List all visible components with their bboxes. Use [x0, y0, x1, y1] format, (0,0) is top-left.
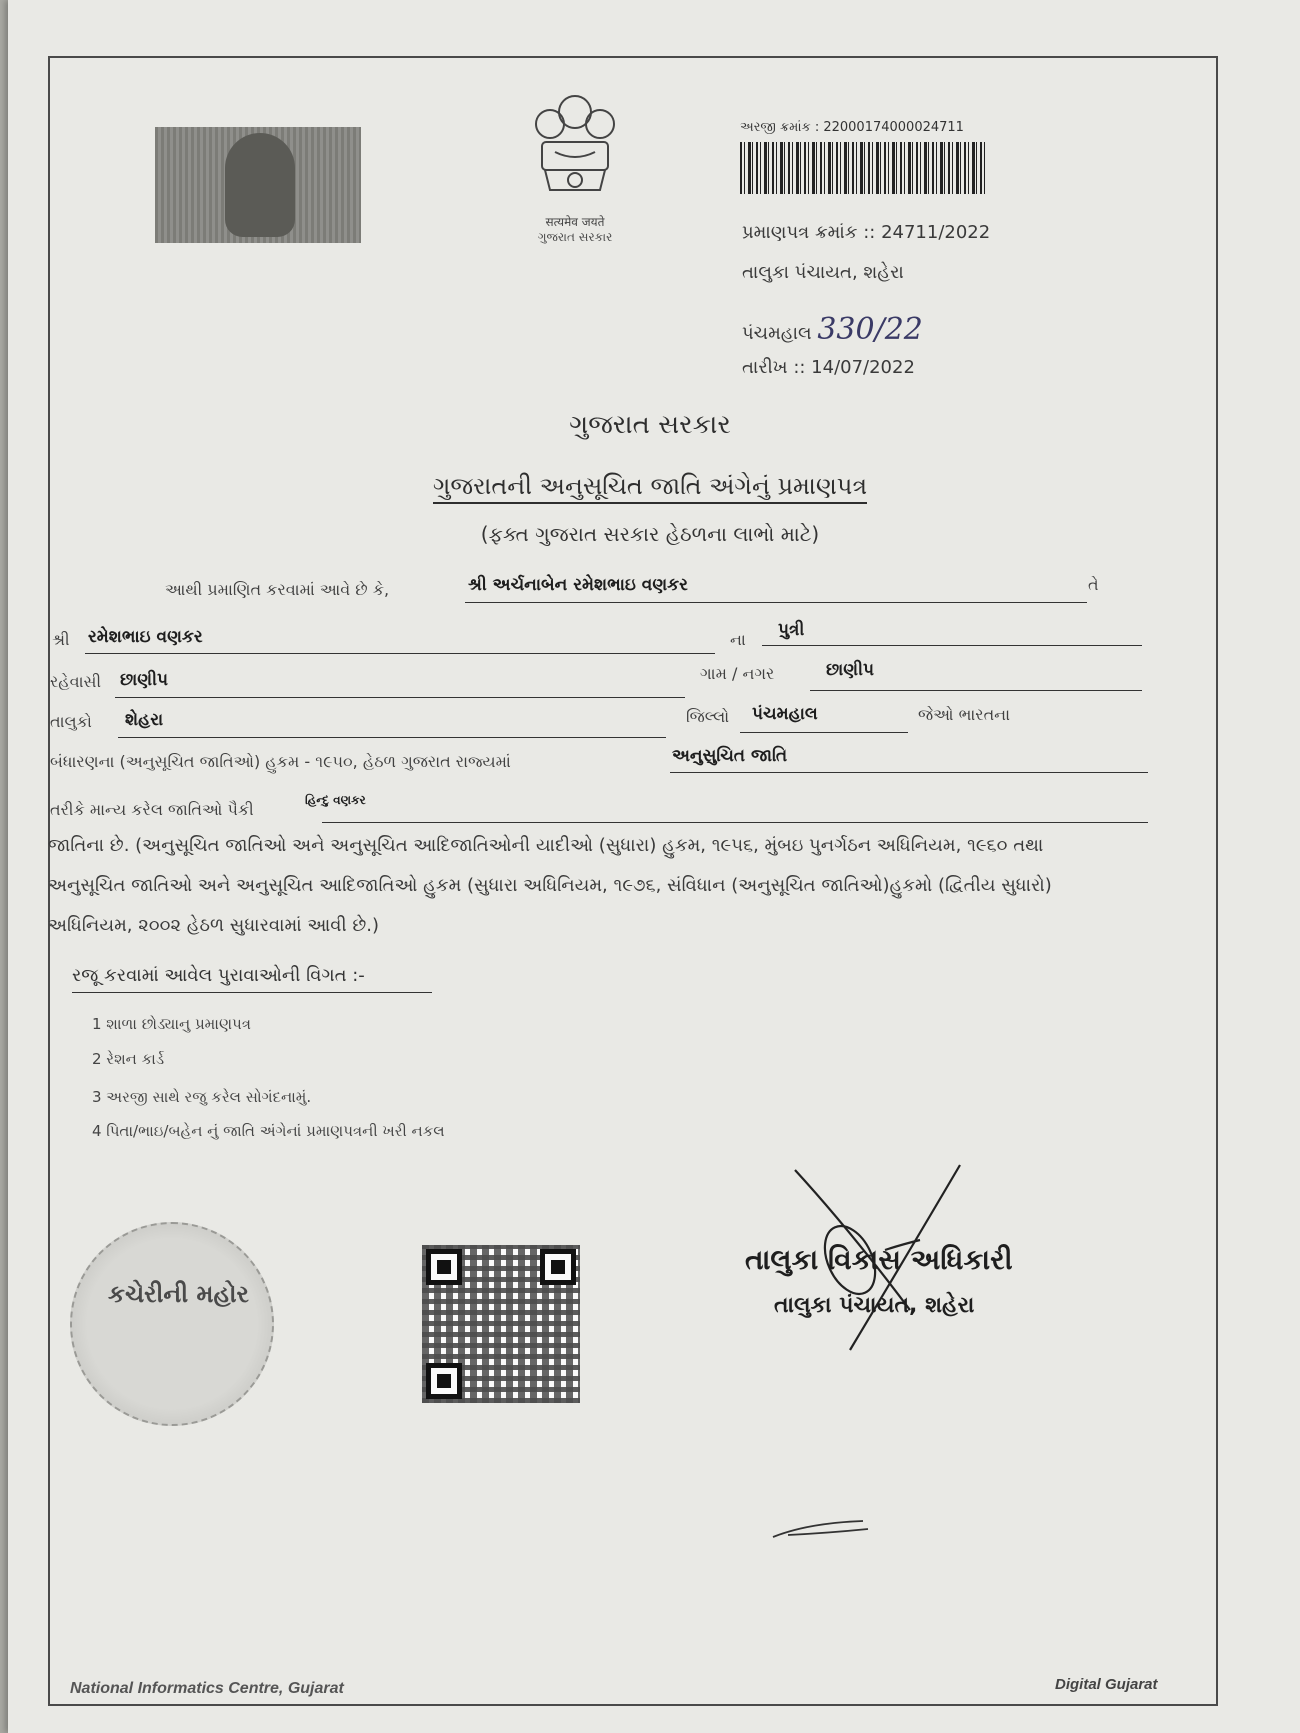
resident-label: રહેવાસી: [50, 672, 102, 691]
footer-left: National Informatics Centre, Gujarat: [70, 1680, 344, 1697]
document-item: 2 રેશન કાર્ડ: [92, 1050, 165, 1068]
national-emblem-icon: [520, 92, 630, 212]
taluka-value: શેહરા: [125, 710, 164, 730]
document-item: 4 પિતા/ભાઇ/બહેન નું જાતિ અંગેનાં પ્રમાણપત્રની ખરી નકલ: [92, 1122, 445, 1140]
document-item: 3 અરજી સાથે રજુ કરેલ સોગંદનામું.: [92, 1088, 312, 1106]
applicant-photo: [155, 127, 361, 243]
recognized-label: તરીકે માન્ય કરેલ જાતિઓ પૈકી: [50, 800, 254, 819]
office-seal-icon: [70, 1222, 274, 1426]
issuing-office: તાલુકા પંચાયત, શહેરા: [742, 262, 904, 283]
certificate-title-text: ગુજરાતની અનુસૂચિત જાતિ અંગેનું પ્રમાણપત્ર: [433, 472, 867, 504]
certificate-title: [0, 472, 1300, 500]
village-underline: [810, 690, 1142, 691]
paragraph-line: જાતિના છે. (અનુસૂચિત જાતિઓ અને અનુસૂચિત આદિજાતિઓની યાદીઓ (સુધારા) હુકમ, ૧૯૫૬, મુંબઇ પુનર્ગઠન અધિનિયમ, ૧૯૬૦ તથા: [48, 835, 1044, 856]
resident-value: છાણીપ: [120, 670, 169, 690]
signatory-office: તાલુકા પંચાયત, શહેરા: [774, 1293, 975, 1318]
paragraph-line: અનુસૂચિત જાતિઓ અને અનુસૂચિત આદિજાતિઓ હુકમ (સુધારા અધિનિયમ, ૧૯૭૬, સંવિધાન (અનુસૂચિત જાતિઓ)હુકમો (દ્વિતીય સુધારો): [48, 875, 1052, 896]
initial-scribble-icon: [768, 1515, 878, 1545]
relation: પુત્રી: [778, 620, 805, 640]
taluka-label: તાલુકો: [50, 712, 92, 731]
category-value: અનુસુચિત જાતિ: [672, 746, 788, 766]
district-underline: [740, 732, 908, 733]
resident-underline: [115, 697, 685, 698]
barcode: [740, 142, 988, 194]
father-name: રમેશભાઇ વણકર: [88, 627, 203, 647]
father-underline: [85, 653, 715, 654]
applicant-name: શ્રી અર્ચનાબેન રમેશભાઇ વણકર: [468, 575, 688, 595]
footer-right: Digital Gujarat: [1055, 1676, 1158, 1693]
document-item: 1 શાળા છોડ્યાનુ પ્રમાણપત્ર: [92, 1015, 251, 1033]
relation-underline: [762, 645, 1142, 646]
te-label: તે: [1088, 575, 1099, 594]
order-label: બંધારણના (અનુસૂચિત જાતિઓ) હુકમ - ૧૯૫૦, હેઠળ ગુજરાત રાજ્યમાં: [50, 752, 511, 771]
village-value: છાણીપ: [826, 660, 875, 680]
issue-date: તારીખ :: 14/07/2022: [742, 357, 915, 378]
register-handwritten: 330/22: [817, 312, 923, 347]
taluka-underline: [118, 737, 666, 738]
country-label: જેઓ ભારતના: [918, 705, 1011, 724]
certificate-subtitle: (ફક્ત ગુજરાત સરકાર હેઠળના લાભો માટે): [480, 522, 820, 546]
govt-title: ગુજરાત સરકાર: [569, 410, 731, 440]
father-prefix: શ્રી: [52, 630, 70, 649]
application-number: અરજી ક્રમાંક : 22000174000024711: [740, 120, 964, 135]
legal-paragraph: [48, 826, 1148, 946]
na-label: ના: [730, 630, 746, 649]
documents-title: રજૂ કરવામાં આવેલ પુરાવાઓની વિગત :-: [72, 965, 432, 993]
intro-label: આથી પ્રમાણિત કરવામાં આવે છે કે,: [165, 580, 390, 599]
district-label: જિલ્લો: [686, 707, 730, 726]
name-underline: [465, 602, 1087, 603]
paragraph-line: અધિનિયમ, ૨૦૦૨ હેઠળ સુધારવામાં આવી છે.): [48, 915, 379, 936]
signatory-designation: તાલુકા વિકાસ અધિકારી: [745, 1243, 1013, 1276]
emblem-motto: सत्यमेव जयते: [545, 215, 605, 229]
qr-code: [422, 1245, 580, 1403]
village-label: ગામ / નગર: [700, 664, 775, 683]
district-value: પંચમહાલ: [752, 704, 818, 724]
caste-value: હિન્દુ વણકર: [305, 793, 366, 807]
caste-underline: [322, 822, 1148, 823]
register-label: પંચમહાલ: [742, 323, 812, 344]
category-underline: [670, 772, 1148, 773]
emblem-govt-name: ગુજરાત સરકાર: [537, 230, 613, 244]
certificate-number: પ્રમાણપત્ર ક્રમાંક :: 24711/2022: [742, 222, 991, 243]
emblem-caption: [505, 215, 645, 245]
register-line: [742, 312, 923, 347]
seal-text: કચેરીની મહોર: [108, 1280, 249, 1308]
